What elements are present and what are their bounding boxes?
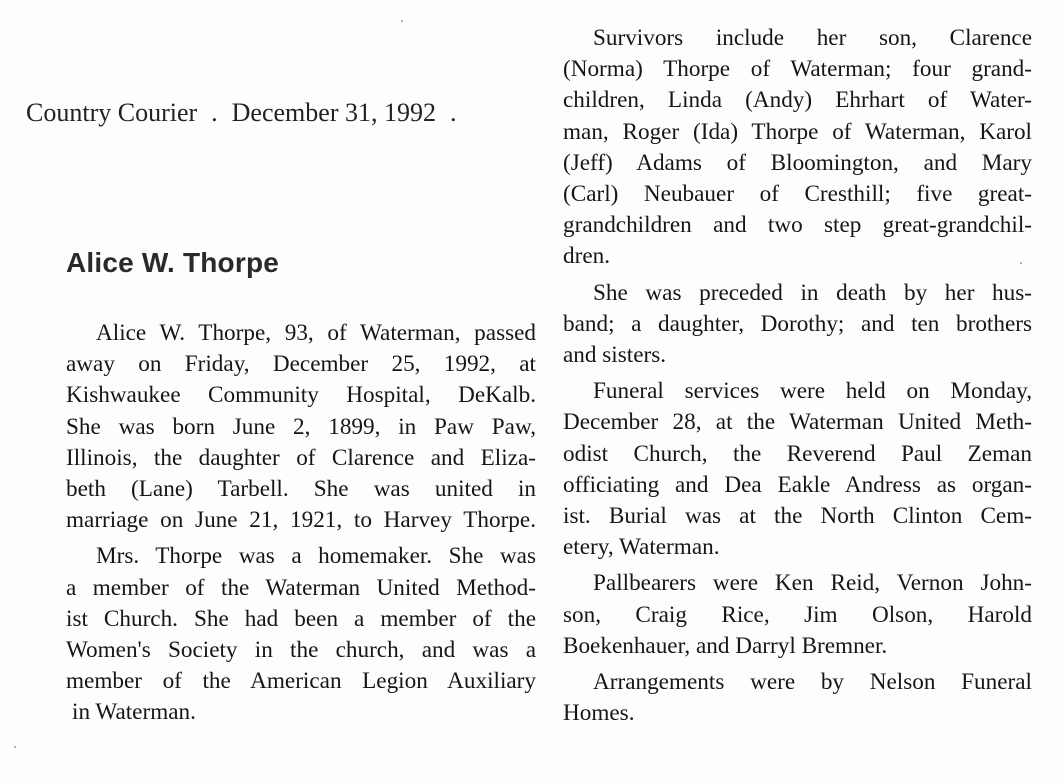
text-line: Arrangements were by Nelson Funeral xyxy=(593,669,1032,696)
text-line: ist. Burial was at the North Clinton Cem- xyxy=(563,503,1032,530)
text-line: a member of the Waterman United Method- xyxy=(66,574,536,601)
text-line: officiating and Dea Eakle Andress as organ- xyxy=(563,471,1032,498)
text-line: Funeral services were held on Monday, xyxy=(593,378,1032,405)
text-line: dren. xyxy=(563,243,610,270)
text-line: son, Craig Rice, Jim Olson, Harold xyxy=(563,601,1032,628)
masthead-separator: . xyxy=(211,98,218,127)
text-line: Boekenhauer, and Darryl Bremner. xyxy=(563,632,888,659)
text-line: (Carl) Neubauer of Cresthill; five great- xyxy=(563,181,1032,208)
text-line: Illinois, the daughter of Clarence and Eliza- xyxy=(66,444,536,471)
publication-date: December 31, 1992 xyxy=(231,98,436,127)
text-line: She was preceded in death by her hus- xyxy=(593,279,1032,306)
left-column xyxy=(66,318,536,729)
text-line: Survivors include her son, Clarence xyxy=(593,25,1032,51)
text-line: (Jeff) Adams of Bloomington, and Mary xyxy=(563,149,1032,176)
text-line: member of the American Legion Auxiliary xyxy=(66,668,536,695)
text-line: Kishwaukee Community Hospital, DeKalb. xyxy=(66,382,536,409)
text-line: (Norma) Thorpe of Waterman; four grand- xyxy=(563,56,1032,83)
text-line: Homes. xyxy=(563,700,635,727)
publication-name: Country Courier xyxy=(26,98,198,127)
text-line: grandchildren and two step great-grandchil- xyxy=(563,212,1032,239)
masthead xyxy=(26,98,470,128)
text-line: etery, Waterman. xyxy=(563,534,720,561)
text-line: odist Church, the Reverend Paul Zeman xyxy=(563,440,1032,467)
text-line: December 28, at the Waterman United Meth- xyxy=(563,409,1032,436)
text-line: beth (Lane) Tarbell. She was united in xyxy=(66,476,536,503)
obituary-headline: Alice W. Thorpe xyxy=(66,247,280,278)
text-line: man, Roger (Ida) Thorpe of Waterman, Karol xyxy=(563,118,1032,145)
text-line: marriage on June 21, 1921, to Harvey Thorpe. xyxy=(66,507,536,534)
text-line: Women's Society in the church, and was a xyxy=(66,637,536,664)
right-column xyxy=(563,23,1032,729)
text-line: away on Friday, December 25, 1992, at xyxy=(66,351,536,378)
text-line: ist Church. She had been a member of the xyxy=(66,605,536,632)
text-line: Alice W. Thorpe, 93, of Waterman, passed xyxy=(96,320,536,346)
text-line: in Waterman. xyxy=(72,699,196,726)
scan-speck xyxy=(1020,262,1022,264)
masthead-separator: . xyxy=(449,98,457,127)
scan-speck xyxy=(401,20,403,22)
text-line: band; a daughter, Dorothy; and ten brothers xyxy=(563,310,1032,337)
text-line: and sisters. xyxy=(563,342,667,369)
text-line: She was born June 2, 1899, in Paw Paw, xyxy=(66,413,536,440)
text-line: children, Linda (Andy) Ehrhart of Water- xyxy=(563,87,1032,114)
text-line: Mrs. Thorpe was a homemaker. She was xyxy=(96,543,536,570)
scan-speck xyxy=(14,746,16,748)
text-line: Pallbearers were Ken Reid, Vernon John- xyxy=(593,570,1032,597)
